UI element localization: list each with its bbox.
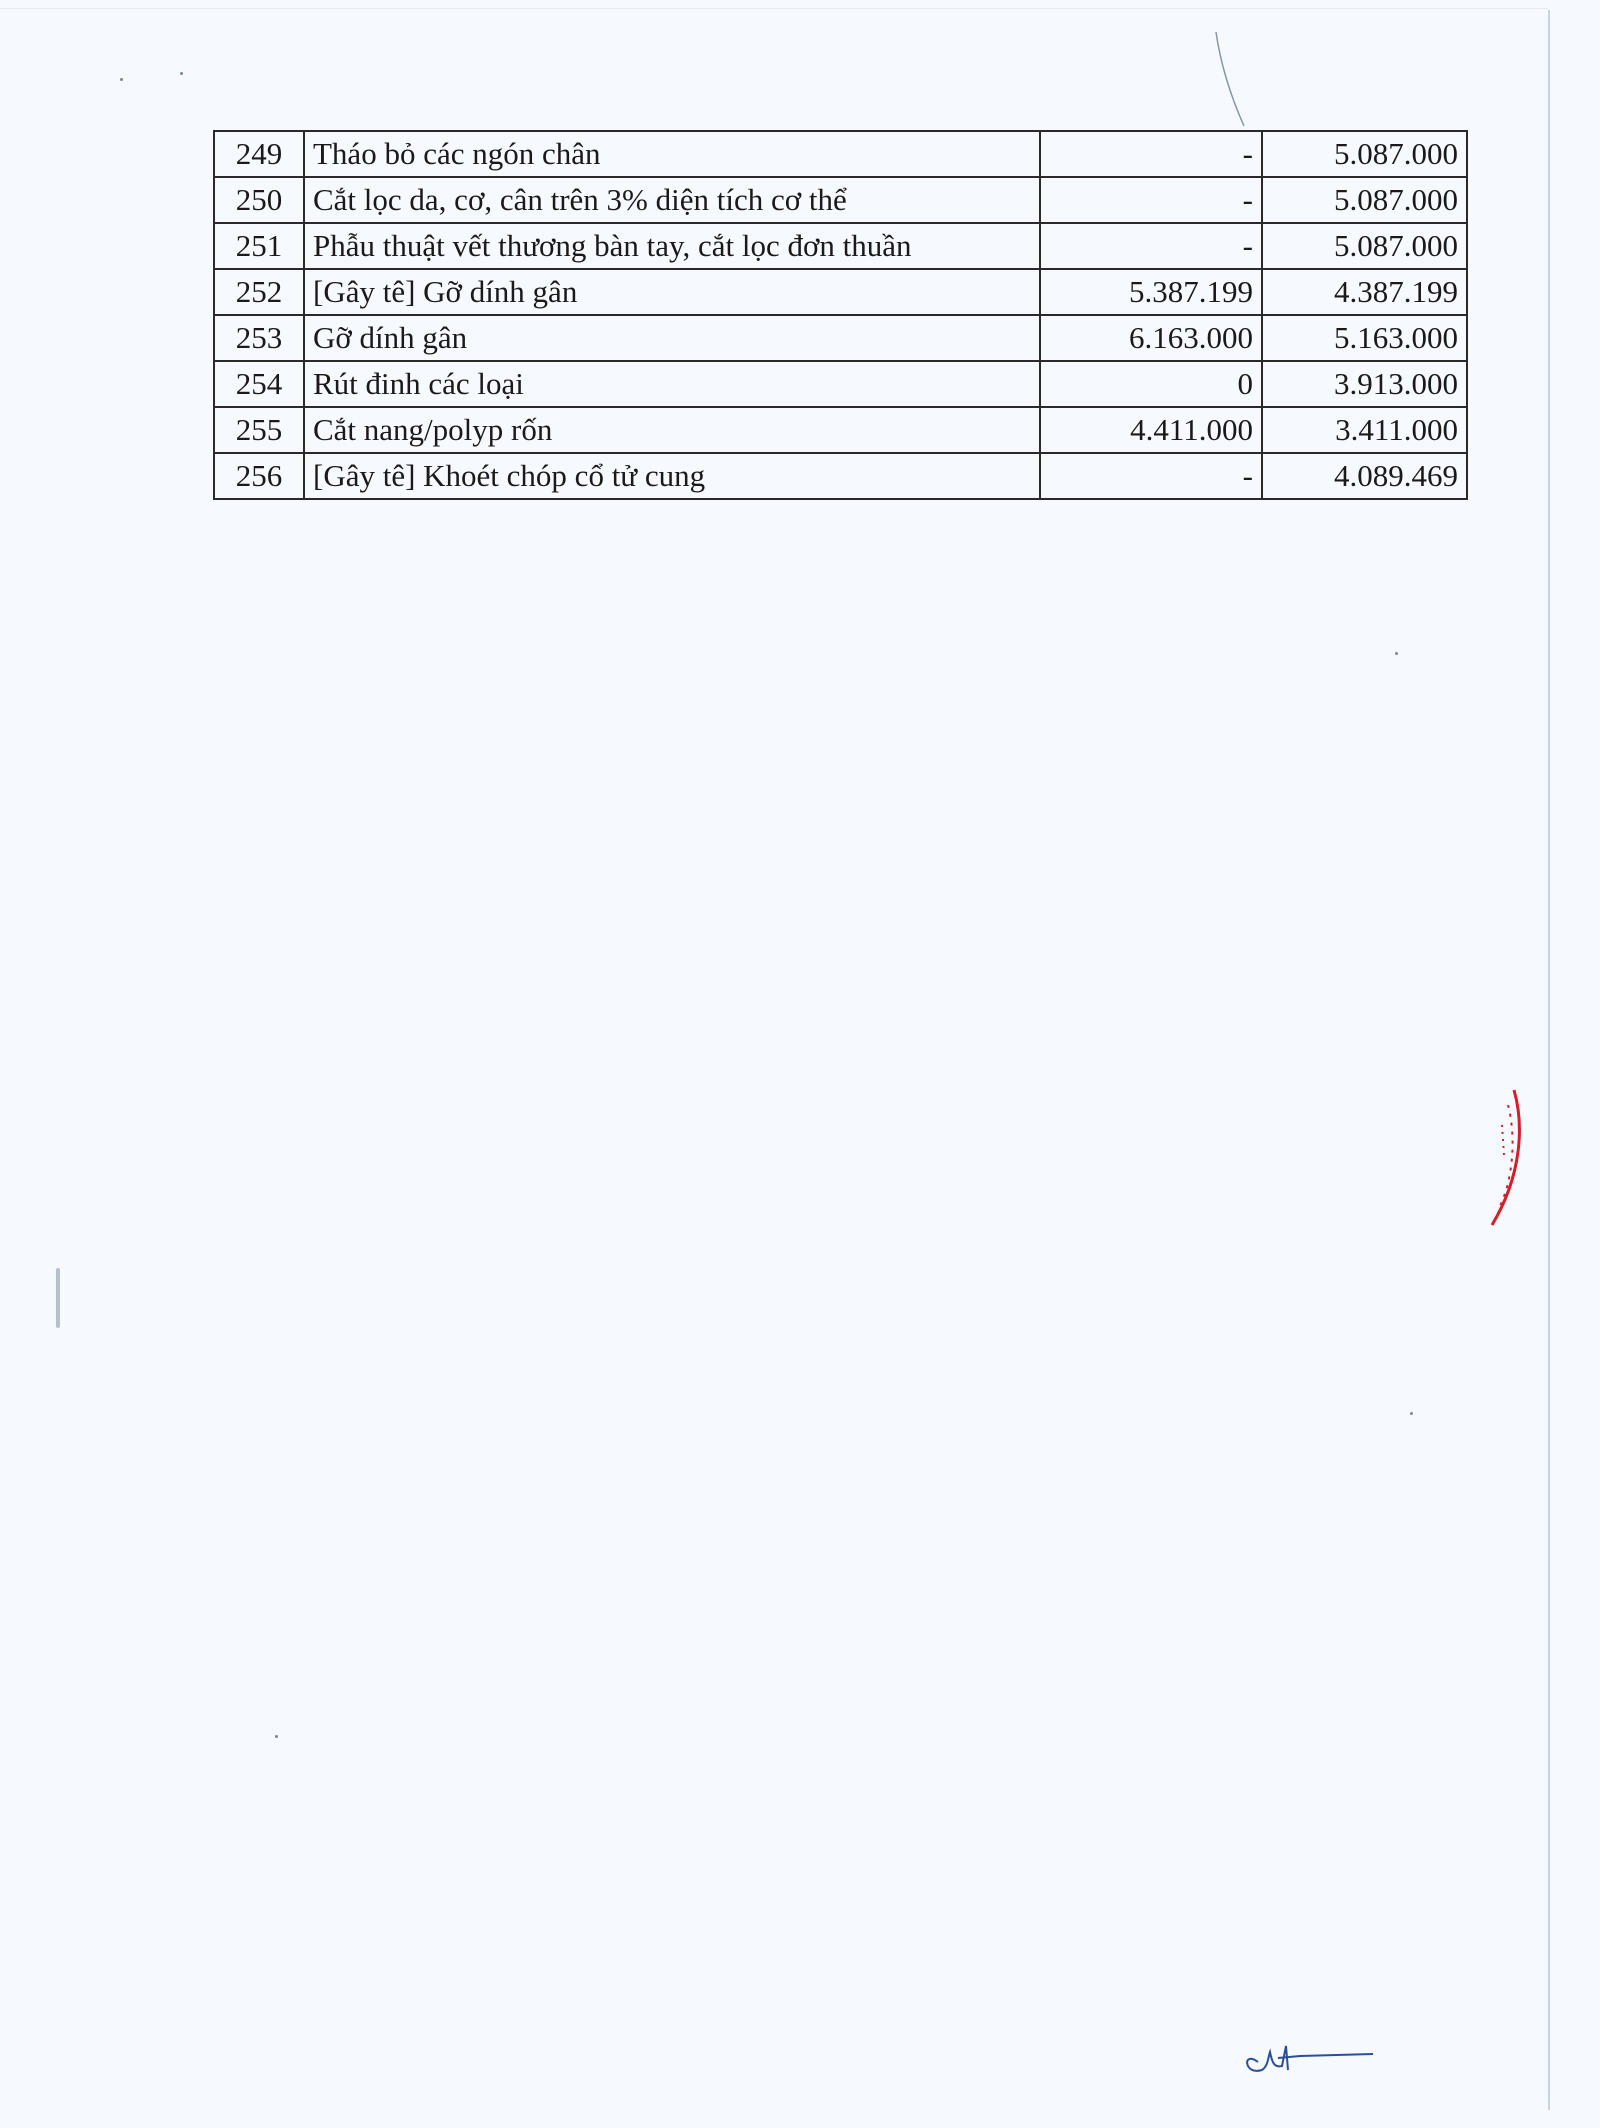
- row-number: 256: [214, 453, 304, 499]
- price-column-2: 4.387.199: [1262, 269, 1467, 315]
- row-number: 253: [214, 315, 304, 361]
- scan-speck: [1410, 1412, 1413, 1415]
- scan-speck: [180, 72, 183, 75]
- row-number: 252: [214, 269, 304, 315]
- service-name: Cắt lọc da, cơ, cân trên 3% diện tích cơ thể: [304, 177, 1040, 223]
- scan-speck: [120, 78, 123, 81]
- price-column-2: 3.411.000: [1262, 407, 1467, 453]
- price-column-1: 4.411.000: [1040, 407, 1262, 453]
- price-column-2: 4.089.469: [1262, 453, 1467, 499]
- table-row: [214, 407, 1467, 453]
- scan-speck: [1395, 652, 1398, 655]
- price-column-1: 5.387.199: [1040, 269, 1262, 315]
- row-number: 249: [214, 131, 304, 177]
- page-edge-top: [0, 8, 1548, 9]
- price-column-2: 5.163.000: [1262, 315, 1467, 361]
- price-column-1: -: [1040, 223, 1262, 269]
- table-row: [214, 131, 1467, 177]
- table-row: [214, 453, 1467, 499]
- row-number: 250: [214, 177, 304, 223]
- scan-edge-mark: [56, 1268, 60, 1328]
- paper-fold-mark: [1214, 30, 1254, 130]
- table-row: [214, 177, 1467, 223]
- price-column-2: 5.087.000: [1262, 131, 1467, 177]
- price-column-2: 3.913.000: [1262, 361, 1467, 407]
- price-column-2: 5.087.000: [1262, 177, 1467, 223]
- initials-signature: [1238, 2032, 1378, 2082]
- price-column-1: -: [1040, 177, 1262, 223]
- scan-speck: [275, 1735, 278, 1738]
- service-name: Phẫu thuật vết thương bàn tay, cắt lọc đơn thuần: [304, 223, 1040, 269]
- table-row: [214, 361, 1467, 407]
- service-name: Gỡ dính gân: [304, 315, 1040, 361]
- service-name: [Gây tê] Gỡ dính gân: [304, 269, 1040, 315]
- fee-table: [213, 130, 1468, 500]
- service-name: [Gây tê] Khoét chóp cổ tử cung: [304, 453, 1040, 499]
- table-row: [214, 269, 1467, 315]
- row-number: 254: [214, 361, 304, 407]
- price-column-2: 5.087.000: [1262, 223, 1467, 269]
- service-name: Cắt nang/polyp rốn: [304, 407, 1040, 453]
- service-name: Tháo bỏ các ngón chân: [304, 131, 1040, 177]
- page-edge-right: [1548, 10, 1550, 2110]
- price-column-1: -: [1040, 453, 1262, 499]
- table-row: [214, 315, 1467, 361]
- row-number: 251: [214, 223, 304, 269]
- price-column-1: 6.163.000: [1040, 315, 1262, 361]
- table-row: [214, 223, 1467, 269]
- price-column-1: 0: [1040, 361, 1262, 407]
- price-column-1: -: [1040, 131, 1262, 177]
- red-stamp-edge: [1462, 1085, 1532, 1235]
- row-number: 255: [214, 407, 304, 453]
- service-name: Rút đinh các loại: [304, 361, 1040, 407]
